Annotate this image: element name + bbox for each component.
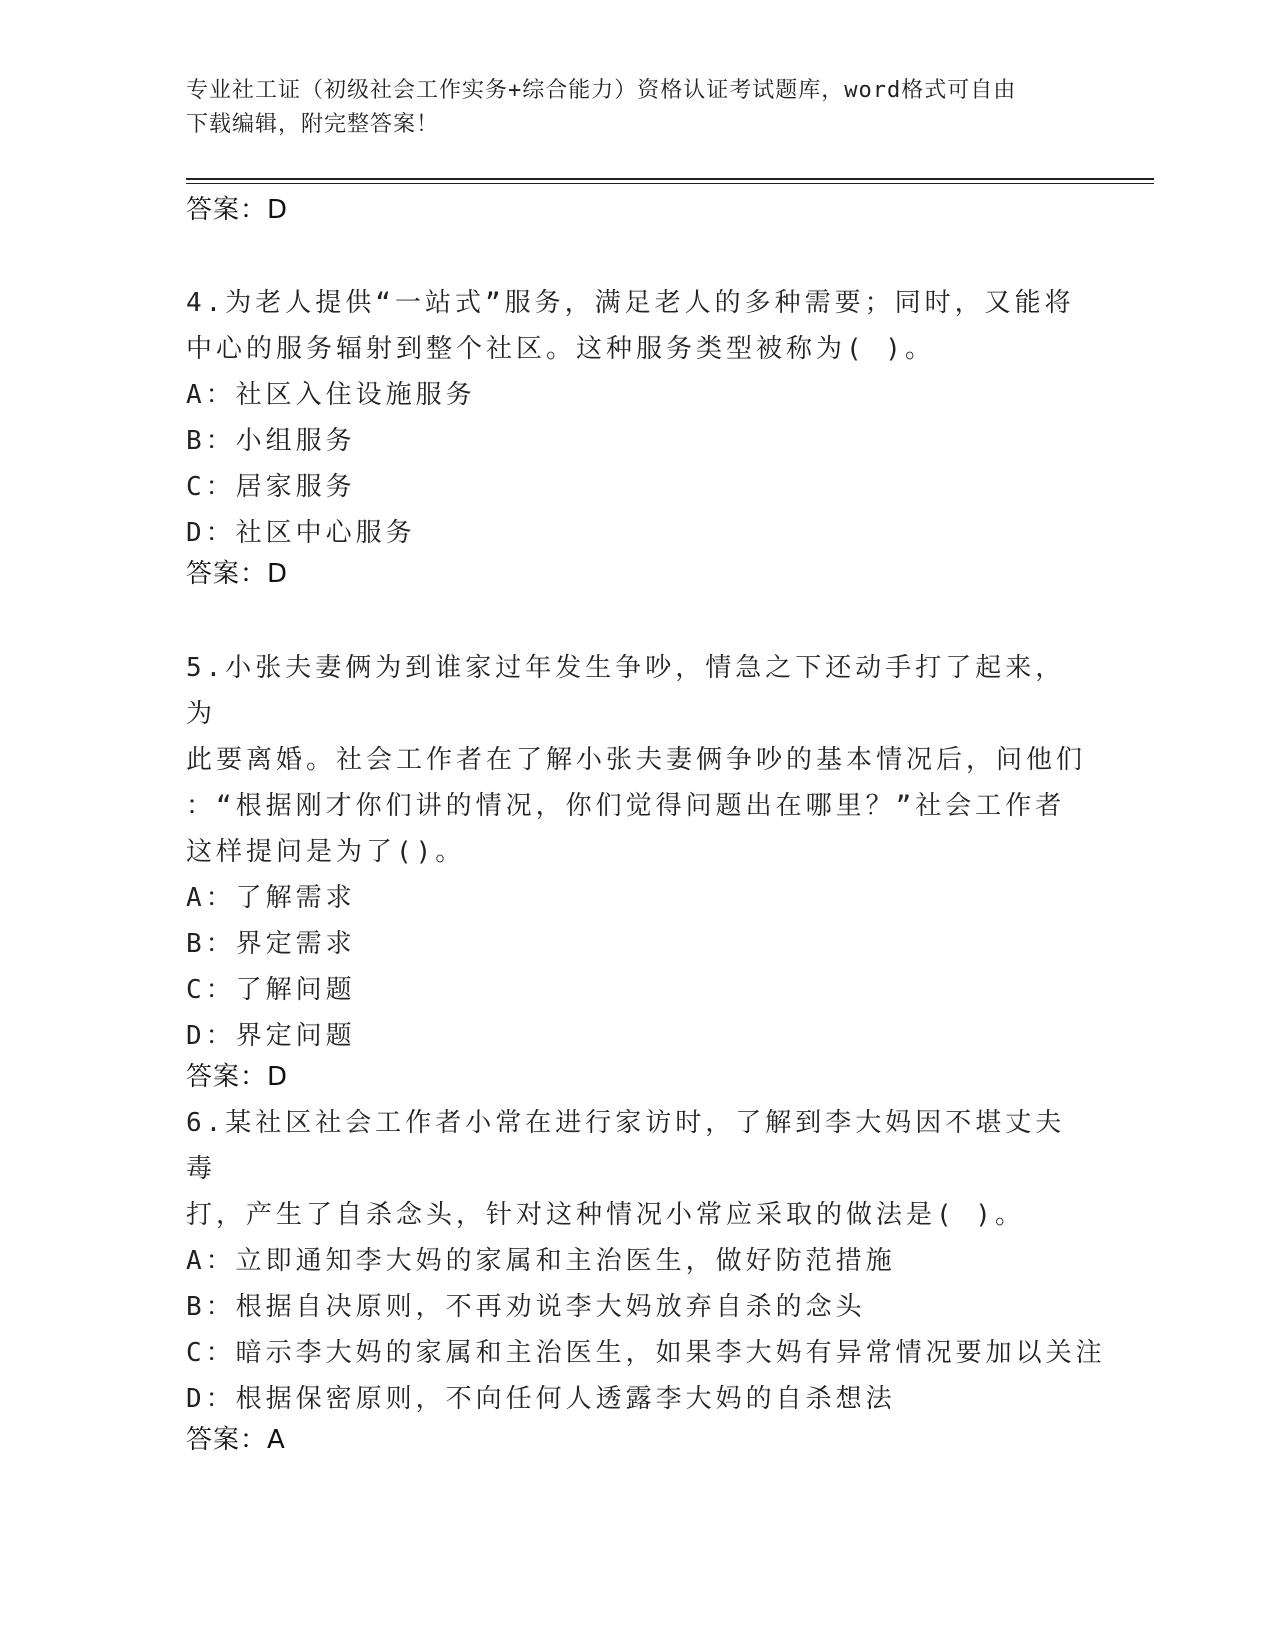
previous-answer: 答案：D (186, 195, 289, 225)
question-5-option-d: D：界定问题 (186, 1021, 356, 1051)
question-4-line-2: 中心的服务辐射到整个社区。这种服务类型被称为( )。 (186, 334, 935, 364)
question-5-option-b: B：界定需求 (186, 929, 356, 959)
page-header (186, 74, 1086, 142)
question-4-line-1: 4.为老人提供“一站式”服务，满足老人的多种需要；同时，又能将 (186, 288, 1075, 318)
question-5 (186, 645, 1086, 1095)
header-rule-thick (186, 178, 1154, 180)
question-6-line-1: 6.某社区社会工作者小常在进行家访时，了解到李大妈因不堪丈夫毒 (186, 1108, 1066, 1184)
question-5-line-4: 这样提问是为了()。 (186, 837, 466, 867)
question-6-option-b: B：根据自决原则，不再劝说李大妈放弃自杀的念头 (186, 1292, 866, 1322)
question-6-option-d: D：根据保密原则，不向任何人透露李大妈的自杀想法 (186, 1384, 896, 1414)
question-6-answer: 答案：A (186, 1425, 286, 1455)
header-line-1: 专业社工证（初级社会工作实务+综合能力）资格认证考试题库，word格式可自由 (186, 78, 1017, 103)
question-4-answer: 答案：D (186, 559, 289, 589)
question-4-option-d: D：社区中心服务 (186, 518, 416, 548)
question-6-option-c: C：暗示李大妈的家属和主治医生，如果李大妈有异常情况要加以关注 (186, 1338, 1106, 1368)
question-5-option-a: A：了解需求 (186, 883, 356, 913)
question-5-line-3: ：“根据刚才你们讲的情况，你们觉得问题出在哪里？”社会工作者 (186, 791, 1066, 821)
question-5-line-2: 此要离婚。社会工作者在了解小张夫妻俩争吵的基本情况后，问他们 (186, 745, 1087, 775)
header-line-2: 下载编辑，附完整答案！ (186, 112, 440, 137)
question-5-option-c: C：了解问题 (186, 975, 356, 1005)
question-4 (186, 280, 1086, 592)
question-6 (186, 1100, 1106, 1458)
question-6-line-2: 打，产生了自杀念头，针对这种情况小常应采取的做法是( )。 (186, 1200, 1025, 1230)
question-5-answer: 答案：D (186, 1062, 289, 1092)
question-4-option-a: A：社区入住设施服务 (186, 380, 476, 410)
question-4-option-b: B：小组服务 (186, 426, 356, 456)
question-5-line-1: 5.小张夫妻俩为到谁家过年发生争吵，情急之下还动手打了起来，为 (186, 653, 1066, 729)
header-rule-thin (186, 183, 1154, 184)
question-6-option-a: A：立即通知李大妈的家属和主治医生，做好防范措施 (186, 1246, 896, 1276)
question-4-option-c: C：居家服务 (186, 472, 356, 502)
